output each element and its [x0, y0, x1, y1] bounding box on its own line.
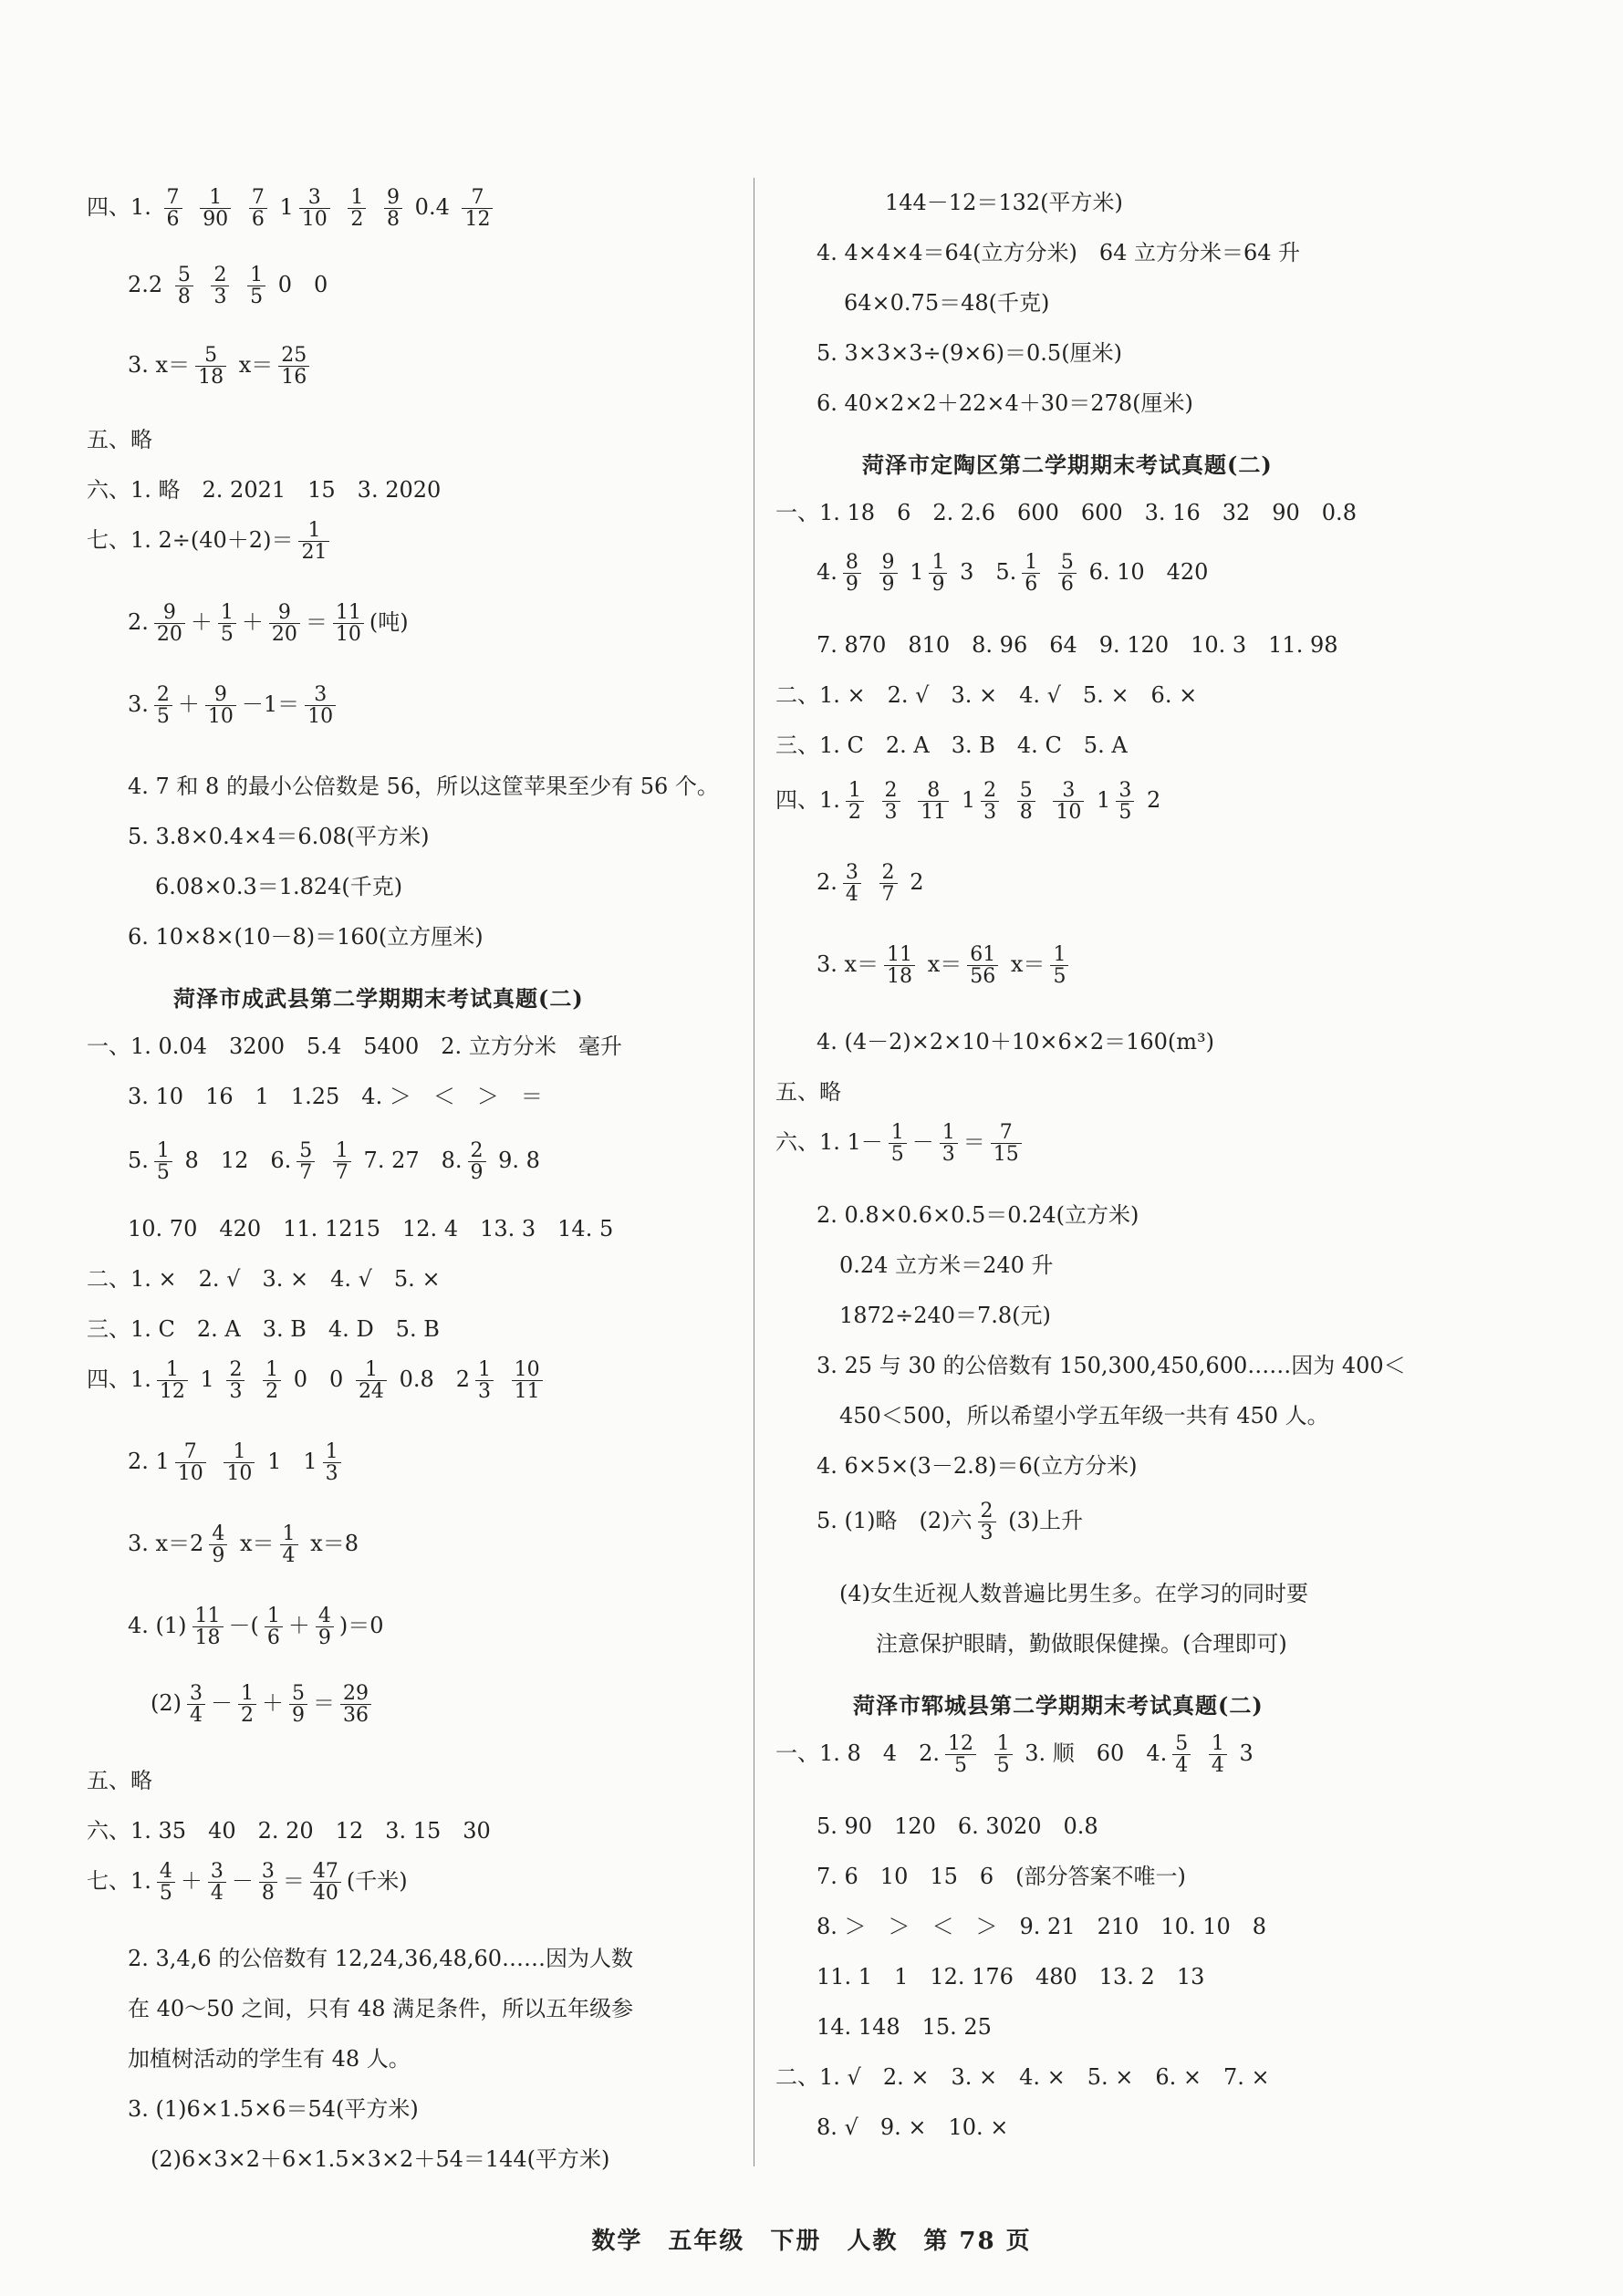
answer-line: 2. 3,4,6 的公倍数有 12,24,36,48,60……因为人数: [128, 1946, 634, 1971]
answer-line: [87, 1359, 548, 1402]
text: 1: [200, 1366, 214, 1393]
fraction: $\frac{3}{4}$: [187, 1683, 205, 1726]
fraction: $\frac{1}{21}$: [298, 520, 329, 563]
text: 1 1: [267, 1449, 317, 1475]
text: x＝: [238, 352, 274, 379]
answer-line: 3. (1)6×1.5×6＝54(平方米): [128, 2096, 419, 2122]
answer-line: 5. 90 120 6. 3020 0.8: [817, 1813, 1098, 1839]
text: 3. 顺 60 4.: [1025, 1740, 1168, 1767]
fraction: $\frac{10}{11}$: [512, 1359, 543, 1402]
answer-line: [775, 780, 1160, 823]
fraction: $\frac{9}{10}$: [205, 684, 236, 727]
fraction: $\frac{2}{3}$: [882, 780, 900, 823]
fraction: $\frac{1}{7}$: [333, 1140, 351, 1183]
text: ＝: [313, 1690, 335, 1717]
answer-line: 0.24 立方米＝240 升: [839, 1252, 1054, 1278]
answer-line: [128, 1140, 540, 1183]
fraction: $\frac{1}{5}$: [247, 265, 265, 307]
fraction: $\frac{1}{9}$: [929, 552, 947, 595]
text: 0.4: [414, 194, 450, 221]
answer-line: [817, 944, 1074, 987]
answer-line: 4. 6×5×(3－2.8)＝6(立方分米): [817, 1453, 1138, 1479]
fraction: $\frac{7}{6}$: [164, 187, 182, 230]
answer-line: [128, 1523, 359, 1566]
answer-line: 10. 70 420 11. 1215 12. 4 13. 3 14. 5: [128, 1216, 614, 1242]
answer-line: 7. 6 10 15 6 (部分答案不唯一): [817, 1864, 1186, 1889]
answer-line: [128, 602, 409, 645]
answer-line: [128, 345, 315, 388]
item-number: 4.: [817, 559, 838, 586]
answer-line: [151, 1683, 377, 1726]
text: 4. (1): [128, 1613, 187, 1639]
text: 3. x＝2: [128, 1531, 204, 1557]
answer-line: [128, 684, 341, 727]
fraction: $\frac{11}{10}$: [333, 602, 364, 645]
text: 0 0: [293, 1366, 344, 1393]
answer-line: 二、1. × 2. √ 3. × 4. √ 5. × 6. ×: [775, 682, 1198, 708]
text: (千米): [346, 1868, 408, 1895]
answer-line: 6.08×0.3＝1.824(千克): [155, 874, 403, 899]
text: 3: [1239, 1740, 1254, 1767]
fraction: $\frac{7}{10}$: [175, 1441, 206, 1484]
text: x＝: [239, 1531, 275, 1557]
answer-line: [775, 1733, 1254, 1776]
answer-line: 6. 40×2×2＋22×4＋30＝278(厘米): [817, 390, 1193, 416]
text: 1: [279, 194, 294, 221]
fraction: $\frac{1}{24}$: [356, 1359, 387, 1402]
fraction: $\frac{3}{4}$: [843, 862, 861, 905]
fraction: $\frac{1}{10}$: [224, 1441, 255, 1484]
answer-line: 一、1. 18 6 2. 2.6 600 600 3. 16 32 90 0.8: [775, 500, 1357, 525]
answer-line: 在 40～50 之间，只有 48 满足条件，所以五年级参: [128, 1996, 634, 2021]
answer-line: 五、略: [87, 427, 152, 452]
text: 7. 27 8.: [363, 1148, 463, 1174]
item-number: 2.: [817, 869, 838, 896]
text: ＋: [180, 1868, 203, 1895]
text: －1＝: [241, 691, 300, 718]
answer-line: 8. ＞ ＞ ＜ ＞ 9. 21 210 10. 10 8: [817, 1914, 1267, 1939]
text: (3)上升: [1008, 1508, 1084, 1534]
fraction: $\frac{3}{10}$: [1053, 780, 1084, 823]
answer-line: 加植树活动的学生有 48 人。: [128, 2046, 411, 2072]
fraction: $\frac{12}{5}$: [945, 1733, 976, 1776]
fraction: $\frac{11}{18}$: [192, 1605, 224, 1648]
fraction: $\frac{8}{11}$: [918, 780, 949, 823]
text: 5. (1)略 (2)六: [817, 1508, 973, 1534]
fraction: $\frac{1}{3}$: [323, 1441, 341, 1484]
text: 1: [1097, 787, 1111, 814]
fraction: $\frac{29}{36}$: [340, 1683, 371, 1726]
answer-line: [817, 552, 1208, 595]
fraction: $\frac{9}{20}$: [154, 602, 185, 645]
fraction: $\frac{4}{9}$: [316, 1605, 334, 1648]
answer-line: [817, 862, 923, 905]
text: －: [231, 1868, 254, 1895]
fraction: $\frac{1}{5}$: [154, 1140, 172, 1183]
answer-line: 6. 10×8×(10－8)＝160(立方厘米): [128, 924, 484, 950]
text: 2. 1: [128, 1449, 170, 1475]
fraction: $\frac{5}{4}$: [1172, 1733, 1191, 1776]
fraction: $\frac{4}{9}$: [209, 1523, 227, 1566]
item-number: 四、1.: [87, 1366, 151, 1393]
text: 2: [1146, 787, 1161, 814]
text: (2): [151, 1690, 182, 1717]
text: ＝: [962, 1129, 985, 1156]
fraction: $\frac{3}{4}$: [208, 1861, 226, 1904]
text: 六、1. 1－: [775, 1129, 883, 1156]
text: －(: [228, 1613, 259, 1639]
text: ＋: [262, 1690, 284, 1717]
answer-line: 64×0.75＝48(千克): [844, 290, 1050, 316]
answer-line: 一、1. 0.04 3200 5.4 5400 2. 立方分米 毫升: [87, 1034, 622, 1059]
text: 七、1. 2÷(40＋2)＝: [87, 527, 294, 554]
fraction: $\frac{25}{16}$: [278, 345, 309, 388]
text: 8 12 6.: [184, 1148, 292, 1174]
text: 0.8 2: [399, 1366, 471, 1393]
fraction: $\frac{5}{8}$: [1017, 780, 1035, 823]
answer-line: [128, 1605, 384, 1648]
fraction: $\frac{2}{9}$: [468, 1140, 486, 1183]
fraction: $\frac{1}{3}$: [475, 1359, 494, 1402]
answer-line: 4. 7 和 8 的最小公倍数是 56，所以这筐苹果至少有 56 个。: [128, 774, 719, 799]
text: 1: [910, 559, 924, 586]
answer-line: 5. 3×3×3÷(9×6)＝0.5(厘米): [817, 340, 1122, 366]
answer-line: 144－12＝132(平方米): [885, 190, 1123, 215]
text: －: [211, 1690, 233, 1717]
text: (吨): [369, 609, 409, 636]
answer-line: 三、1. C 2. A 3. B 4. C 5. A: [775, 732, 1128, 758]
text: x＝: [1010, 951, 1046, 978]
fraction: $\frac{9}{8}$: [384, 187, 402, 230]
answer-line: [775, 1122, 1027, 1165]
fraction: $\frac{3}{10}$: [305, 684, 336, 727]
item-number: 2.: [128, 609, 149, 636]
answer-line: [128, 1441, 347, 1484]
fraction: $\frac{1}{5}$: [994, 1733, 1013, 1776]
fraction: $\frac{1}{5}$: [218, 602, 236, 645]
text: 1: [961, 787, 976, 814]
answer-line: [128, 265, 328, 307]
text: －: [911, 1129, 934, 1156]
text: x＝: [155, 352, 191, 379]
fraction: $\frac{1}{4}$: [1209, 1733, 1227, 1776]
fraction: $\frac{4}{5}$: [157, 1861, 175, 1904]
fraction: $\frac{1}{6}$: [265, 1605, 283, 1648]
item-number: 2.2: [128, 272, 163, 298]
section-title: 菏泽市成武县第二学期期末考试真题(二): [173, 985, 584, 1012]
text: x＝8: [310, 1531, 359, 1557]
fraction: $\frac{11}{18}$: [884, 944, 915, 987]
fraction: $\frac{1}{5}$: [1050, 944, 1068, 987]
text: ＋: [241, 609, 264, 636]
text: 9. 8: [498, 1148, 540, 1174]
text: 0 0: [277, 272, 328, 298]
fraction: $\frac{7}{15}$: [991, 1122, 1022, 1165]
answer-line: 7. 870 810 8. 96 64 9. 120 10. 3 11. 98: [817, 632, 1338, 658]
answer-line: 二、1. √ 2. × 3. × 4. × 5. × 6. × 7. ×: [775, 2064, 1270, 2090]
answer-line: 8. √ 9. × 10. ×: [817, 2114, 1009, 2140]
fraction: $\frac{2}{5}$: [154, 684, 172, 727]
text: )＝0: [338, 1613, 384, 1639]
fraction: $\frac{9}{20}$: [269, 602, 300, 645]
text: ＋: [177, 691, 200, 718]
fraction: $\frac{2}{7}$: [879, 862, 898, 905]
fraction: $\frac{2}{3}$: [981, 780, 999, 823]
text: 3 5.: [960, 559, 1017, 586]
fraction: $\frac{2}{3}$: [978, 1501, 996, 1543]
fraction: $\frac{2}{3}$: [211, 265, 229, 307]
fraction: $\frac{1}{12}$: [157, 1359, 188, 1402]
fraction: $\frac{5}{6}$: [1058, 552, 1077, 595]
fraction: $\frac{1}{2}$: [263, 1359, 281, 1402]
fraction: $\frac{8}{9}$: [843, 552, 861, 595]
fraction: $\frac{1}{2}$: [846, 780, 864, 823]
answer-line: 1872÷240＝7.8(元): [839, 1303, 1051, 1328]
answer-line: 3. 25 与 30 的公倍数有 150,300,450,600……因为 400＜: [817, 1353, 1406, 1378]
fraction: $\frac{1}{5}$: [889, 1122, 907, 1165]
answer-line: 六、1. 35 40 2. 20 12 3. 15 30: [87, 1818, 491, 1844]
fraction: $\frac{1}{3}$: [940, 1122, 958, 1165]
section-title: 菏泽市定陶区第二学期期末考试真题(二): [862, 452, 1273, 478]
section-title: 菏泽市郓城县第二学期期末考试真题(二): [853, 1692, 1264, 1719]
answer-line: 注意保护眼睛，勤做眼保健操。(合理即可): [876, 1631, 1287, 1657]
item-number: 七、1.: [87, 1868, 151, 1895]
answer-line: 4. (4－2)×2×10＋10×6×2＝160(m³): [817, 1029, 1215, 1054]
answer-line: [87, 1861, 408, 1904]
answer-line: 14. 148 15. 25: [817, 2014, 992, 2040]
fraction: $\frac{1}{2}$: [348, 187, 366, 230]
fraction: $\frac{47}{40}$: [310, 1861, 341, 1904]
answer-line: 4. 4×4×4＝64(立方分米) 64 立方分米＝64 升: [817, 240, 1301, 265]
fraction: $\frac{1}{6}$: [1022, 552, 1040, 595]
text: ＋: [190, 609, 213, 636]
item-number: 3.: [128, 352, 149, 379]
fraction: $\frac{7}{6}$: [249, 187, 267, 230]
item-number: 5.: [128, 1148, 149, 1174]
answer-line: (4)女生近视人数普遍比男生多。在学习的同时要: [839, 1581, 1308, 1606]
answer-line: [817, 1501, 1083, 1543]
page-footer: 数学 五年级 下册 人教 第 78 页: [591, 2228, 1032, 2255]
fraction: $\frac{1}{2}$: [238, 1683, 256, 1726]
fraction: $\frac{5}{18}$: [195, 345, 226, 388]
answer-line: 五、略: [87, 1768, 152, 1793]
text: ＝: [282, 1868, 305, 1895]
answer-line: 二、1. × 2. √ 3. × 4. √ 5. ×: [87, 1266, 441, 1292]
fraction: $\frac{5}{7}$: [297, 1140, 315, 1183]
fraction: $\frac{3}{10}$: [299, 187, 330, 230]
answer-line: 3. 10 16 1 1.25 4. ＞ ＜ ＞ ＝: [128, 1084, 543, 1109]
answer-line: 5. 3.8×0.4×4＝6.08(平方米): [128, 824, 430, 849]
text: 6. 10 420: [1088, 559, 1209, 586]
text: 3. x＝: [817, 951, 879, 978]
text: x＝: [927, 951, 962, 978]
answer-line: 2. 0.8×0.6×0.5＝0.24(立方米): [817, 1202, 1139, 1228]
fraction: $\frac{3}{5}$: [1116, 780, 1134, 823]
fraction: $\frac{7}{12}$: [462, 187, 493, 230]
text: 一、1. 8 4 2.: [775, 1740, 940, 1767]
answer-line: 五、略: [775, 1079, 841, 1105]
answer-line: 450＜500，所以希望小学五年级一共有 450 人。: [839, 1403, 1329, 1429]
text: ＋: [287, 1613, 310, 1639]
fraction: $\frac{9}{9}$: [879, 552, 898, 595]
item-number: 四、1.: [775, 787, 840, 814]
answer-line: (2)6×3×2＋6×1.5×3×2＋54＝144(平方米): [151, 2146, 610, 2172]
answer-line: 三、1. C 2. A 3. B 4. D 5. B: [87, 1316, 440, 1342]
fraction: $\frac{1}{90}$: [200, 187, 231, 230]
answer-line: 11. 1 1 12. 176 480 13. 2 13: [817, 1964, 1205, 1990]
answer-line: 六、1. 略 2. 2021 15 3. 2020: [87, 477, 442, 503]
fraction: $\frac{61}{56}$: [967, 944, 998, 987]
answer-line: [87, 520, 335, 563]
fraction: $\frac{3}{8}$: [259, 1861, 277, 1904]
answer-line: [87, 187, 498, 230]
text: ＝: [305, 609, 328, 636]
fraction: $\frac{5}{9}$: [289, 1683, 307, 1726]
fraction: $\frac{5}{8}$: [175, 265, 193, 307]
text: 2: [910, 869, 924, 896]
item-number: 四、1.: [87, 194, 151, 221]
fraction: $\frac{1}{4}$: [280, 1523, 298, 1566]
item-number: 3.: [128, 691, 149, 718]
fraction: $\frac{2}{3}$: [226, 1359, 244, 1402]
